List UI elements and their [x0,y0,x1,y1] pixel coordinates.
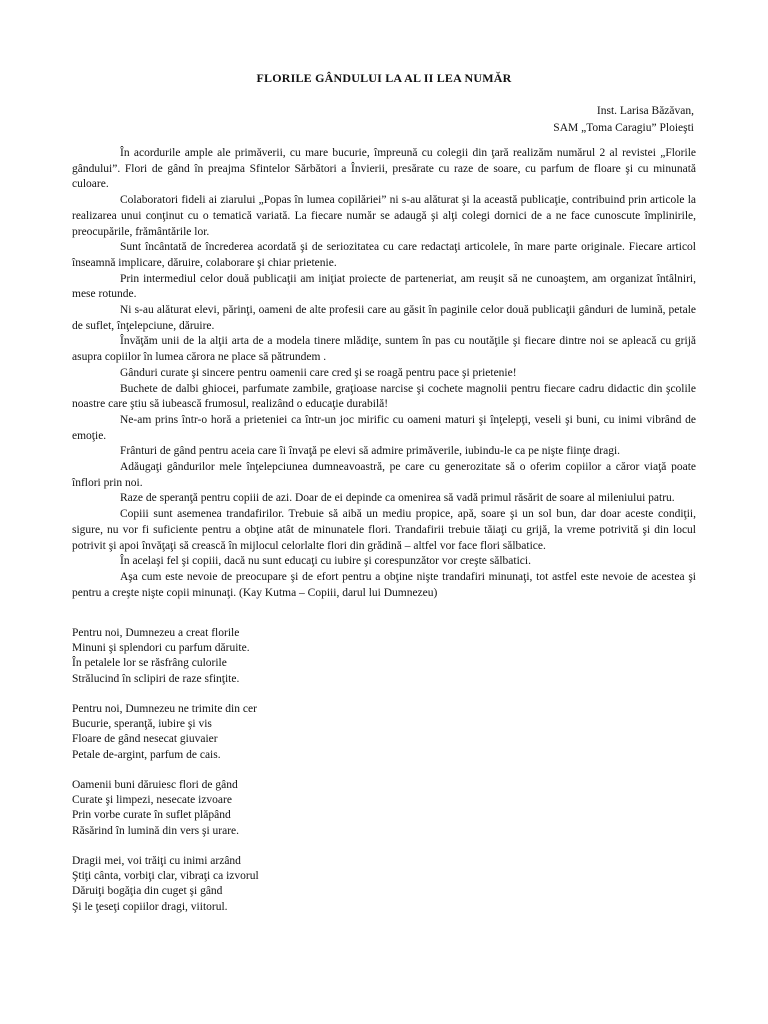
paragraph: Frânturi de gând pentru aceia care îi învaţă pe elevi să admire primăverile, iubindu-le ca pe nişte fiinţe dragi. [120,445,621,458]
paragraph: Buchete de dalbi ghiocei, parfumate zambile, graţioase narcise şi cochete magnolii pentru fiecare cadru didactic din şcolile noastre care ştiu să iubească frumosul, realizând o educaţie durabilă! [72,382,696,411]
paragraph: Aşa cum este nevoie de preocupare şi de efort pentru a obţine nişte trandafiri minunaţi, tot astfel este nevoie de acestea şi pentru a creşte nişte copii minunaţi. (Kay Kutma – Copiii, darul lui Dumnezeu) [72,570,696,599]
author-school: SAM „Toma Caragiu” Ploieşti [553,122,694,134]
poem-line: Şi le ţeseţi copiilor dragi, viitorul. [72,900,228,913]
poem-line: Oamenii buni dăruiesc flori de gând [72,779,238,791]
poem-stanza [72,626,259,687]
poem-line: Petale de-argint, parfum de cais. [72,748,221,761]
paragraph: Învăţăm unii de la alţii arta de a modela tinere mlădiţe, suntem în pas cu noutăţile şi fiecare dintre noi se apleacă cu grijă asupra copiilor în lumea cărora ne place să pătrundem . [72,335,696,364]
poem-line: Pentru noi, Dumnezeu ne trimite din cer [72,703,257,715]
poem-line: Dăruiţi bogăţia din cuget şi gând [72,885,223,898]
poem [72,626,259,930]
paragraph: Copiii sunt asemenea trandafirilor. Trebuie să aibă un mediu propice, apă, soare şi un sol bun, dar doar aceste condiţii, sigure, nu vor fi suficiente pentru a obţine atât de minunatele flori. Trandafirii trebuie tăiaţi cu grijă, la vreme potrivită şi din locul potrivit şi apoi învăţaţi să crească în mijlocul celorlalte flori din grădină – altfel vor face flori sălbatice. [72,508,696,552]
poem-line: Minuni şi splendori cu parfum dăruite. [72,642,250,655]
poem-stanza [72,854,259,915]
poem-line: Prin vorbe curate în suflet plăpând [72,809,231,822]
paragraph: În acordurile ample ale primăverii, cu mare bucurie, împreună cu colegii din ţară realizăm numărul 2 al revistei „Florile gândului”. Flori de gând în preajma Sfintelor Sărbători a Învierii, presărate cu raze de soare, cu parfum de floare şi cu minunată culoare. [72,147,696,191]
poem-line: Floare de gând nesecat giuvaier [72,733,218,746]
document-title: FLORILE GÂNDULUI LA AL II LEA NUMĂR [256,71,512,85]
paragraph: Sunt încântată de încrederea acordată şi de seriozitatea cu care redactaţi articolele, în mare parte originale. Fiecare articol înseamnă implicare, dăruire, colaborare şi chiar prietenie. [72,241,696,269]
author-name: Inst. Larisa Băzăvan, [596,105,694,117]
poem-line: Curate şi limpezi, nesecate izvoare [72,794,232,807]
author-block [553,103,694,137]
poem-stanza [72,778,259,839]
poem-line: Dragii mei, voi trăiţi cu inimi arzând [72,855,241,867]
paragraph: Colaboratori fideli ai ziarului „Popas în lumea copilăriei” ni s-au alăturat şi la această publicaţie, contribuind prin articole la realizarea unui conţinut cu o tematică variată. La fiecare număr se adaugă şi alţi colegi dornici de a ne face cunoscute împlinirile, preocupările, frământările lor. [72,194,696,238]
poem-line: Bucurie, speranţă, iubire şi vis [72,718,212,731]
paragraph: Prin intermediul celor două publicaţii am iniţiat proiecte de parteneriat, am reuşit să ne cunoaştem, am organizat întâlniri, mese rotunde. [72,272,696,301]
paragraph: Ni s-au alăturat elevi, părinţi, oameni de alte profesii care au găsit în paginile celor două publicaţii gânduri de lumină, petale de suflet, înţelepciune, dăruire. [72,304,696,332]
poem-line: Strălucind în sclipiri de raze sfinţite. [72,672,240,685]
paragraph: În acelaşi fel şi copiii, dacă nu sunt educaţi cu iubire şi corespunzător vor creşte sălbatici. [120,555,531,568]
paragraph: Adăugaţi gândurilor mele înţelepciunea dumneavoastră, pe care cu generozitate să o oferim copiilor a căror viaţă poate înflori prin noi. [72,461,696,489]
poem-stanza [72,702,259,763]
paragraph: Raze de speranţă pentru copiii de azi. Doar de ei depinde ca omenirea să vadă primul răsărit de soare al mileniului patru. [120,492,675,505]
paragraph: Ne-am prins într-o horă a prieteniei ca într-un joc mirific cu oameni maturi şi înţelepţi, veseli şi buni, cu inimi vibrând de emoţie. [72,413,696,442]
poem-line: Pentru noi, Dumnezeu a creat florile [72,627,240,639]
poem-line: În petalele lor se răsfrâng culorile [72,657,227,670]
paragraph: Gânduri curate şi sincere pentru oamenii care cred şi se roagă pentru pace şi prietenie! [120,366,517,379]
article-body [72,146,696,601]
poem-line: Ştiţi cânta, vorbiţi clar, vibraţi ca izvorul [72,870,259,883]
poem-line: Răsărind în lumină din vers şi urare. [72,824,240,837]
